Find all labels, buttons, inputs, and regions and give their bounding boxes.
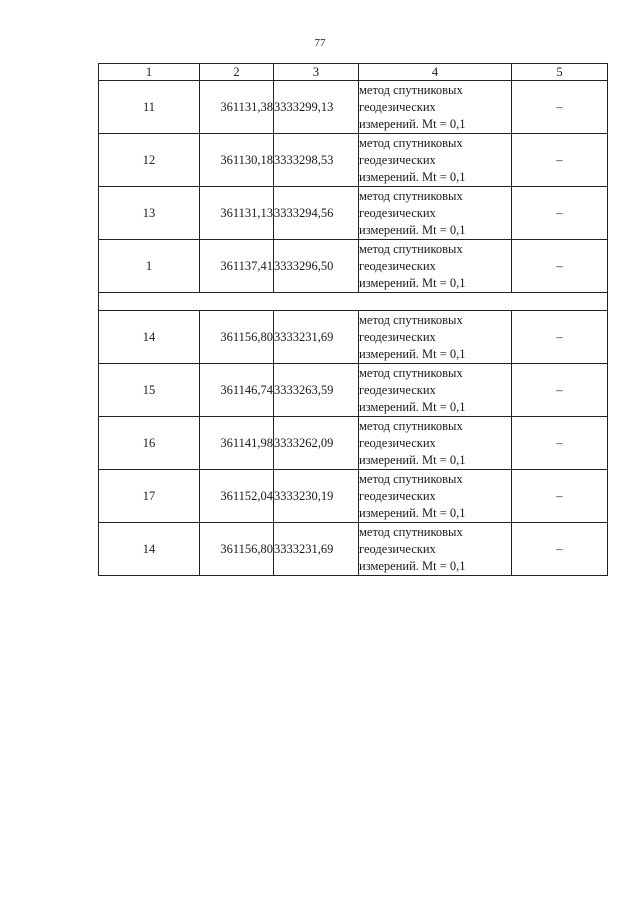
method-line: измерений. Mt = 0,1	[359, 399, 466, 414]
y-coordinate-cell: 3333231,69	[274, 523, 359, 576]
method-line: метод спутниковых	[359, 241, 463, 256]
group-separator-cell	[99, 293, 608, 311]
table-row	[99, 470, 608, 523]
column-header: 2	[200, 64, 274, 81]
method-cell	[359, 134, 512, 187]
method-line: геодезических	[359, 382, 436, 397]
y-coordinate-cell: 3333262,09	[274, 417, 359, 470]
method-line: метод спутниковых	[359, 312, 463, 327]
y-coordinate-cell: 3333230,19	[274, 470, 359, 523]
method-line: метод спутниковых	[359, 524, 463, 539]
method-line: геодезических	[359, 205, 436, 220]
method-line: геодезических	[359, 99, 436, 114]
table-header-row	[99, 64, 608, 81]
column-header: 1	[99, 64, 200, 81]
point-number-cell: 13	[99, 187, 200, 240]
method-line: метод спутниковых	[359, 418, 463, 433]
method-line: геодезических	[359, 152, 436, 167]
x-coordinate-cell: 361137,41	[200, 240, 274, 293]
y-coordinate-cell: 3333231,69	[274, 311, 359, 364]
method-line: измерений. Mt = 0,1	[359, 346, 466, 361]
table-row	[99, 523, 608, 576]
x-coordinate-cell: 361131,38	[200, 81, 274, 134]
method-cell	[359, 364, 512, 417]
method-line: измерений. Mt = 0,1	[359, 116, 466, 131]
x-coordinate-cell: 361156,80	[200, 311, 274, 364]
method-line: метод спутниковых	[359, 82, 463, 97]
note-cell: –	[512, 470, 608, 523]
table-body	[99, 81, 608, 576]
method-line: измерений. Mt = 0,1	[359, 169, 466, 184]
method-line: измерений. Mt = 0,1	[359, 452, 466, 467]
method-cell	[359, 187, 512, 240]
column-header: 3	[274, 64, 359, 81]
method-cell	[359, 240, 512, 293]
group-separator-row	[99, 293, 608, 311]
method-line: геодезических	[359, 258, 436, 273]
note-cell: –	[512, 187, 608, 240]
method-line: геодезических	[359, 541, 436, 556]
note-cell: –	[512, 81, 608, 134]
method-line: метод спутниковых	[359, 365, 463, 380]
x-coordinate-cell: 361146,74	[200, 364, 274, 417]
note-cell: –	[512, 417, 608, 470]
y-coordinate-cell: 3333263,59	[274, 364, 359, 417]
method-line: геодезических	[359, 329, 436, 344]
method-line: геодезических	[359, 488, 436, 503]
table-row	[99, 311, 608, 364]
y-coordinate-cell: 3333299,13	[274, 81, 359, 134]
point-number-cell: 11	[99, 81, 200, 134]
column-header: 5	[512, 64, 608, 81]
note-cell: –	[512, 311, 608, 364]
method-line: геодезических	[359, 435, 436, 450]
point-number-cell: 14	[99, 311, 200, 364]
y-coordinate-cell: 3333294,56	[274, 187, 359, 240]
method-cell	[359, 523, 512, 576]
point-number-cell: 16	[99, 417, 200, 470]
x-coordinate-cell: 361152,04	[200, 470, 274, 523]
method-line: метод спутниковых	[359, 471, 463, 486]
method-cell	[359, 417, 512, 470]
method-line: метод спутниковых	[359, 135, 463, 150]
table-row	[99, 417, 608, 470]
x-coordinate-cell: 361131,13	[200, 187, 274, 240]
table-row	[99, 240, 608, 293]
method-line: измерений. Mt = 0,1	[359, 558, 466, 573]
note-cell: –	[512, 364, 608, 417]
note-cell: –	[512, 134, 608, 187]
method-line: измерений. Mt = 0,1	[359, 275, 466, 290]
method-cell	[359, 470, 512, 523]
table-row	[99, 187, 608, 240]
coordinates-table	[98, 63, 608, 576]
note-cell: –	[512, 240, 608, 293]
table-row	[99, 81, 608, 134]
table-row	[99, 364, 608, 417]
method-line: метод спутниковых	[359, 188, 463, 203]
y-coordinate-cell: 3333298,53	[274, 134, 359, 187]
method-line: измерений. Mt = 0,1	[359, 222, 466, 237]
point-number-cell: 12	[99, 134, 200, 187]
note-cell: –	[512, 523, 608, 576]
point-number-cell: 14	[99, 523, 200, 576]
x-coordinate-cell: 361156,80	[200, 523, 274, 576]
method-cell	[359, 311, 512, 364]
table-row	[99, 134, 608, 187]
page-number: 77	[314, 37, 326, 49]
method-line: измерений. Mt = 0,1	[359, 505, 466, 520]
method-cell	[359, 81, 512, 134]
point-number-cell: 17	[99, 470, 200, 523]
point-number-cell: 15	[99, 364, 200, 417]
x-coordinate-cell: 361130,18	[200, 134, 274, 187]
point-number-cell: 1	[99, 240, 200, 293]
column-header: 4	[359, 64, 512, 81]
y-coordinate-cell: 3333296,50	[274, 240, 359, 293]
x-coordinate-cell: 361141,98	[200, 417, 274, 470]
